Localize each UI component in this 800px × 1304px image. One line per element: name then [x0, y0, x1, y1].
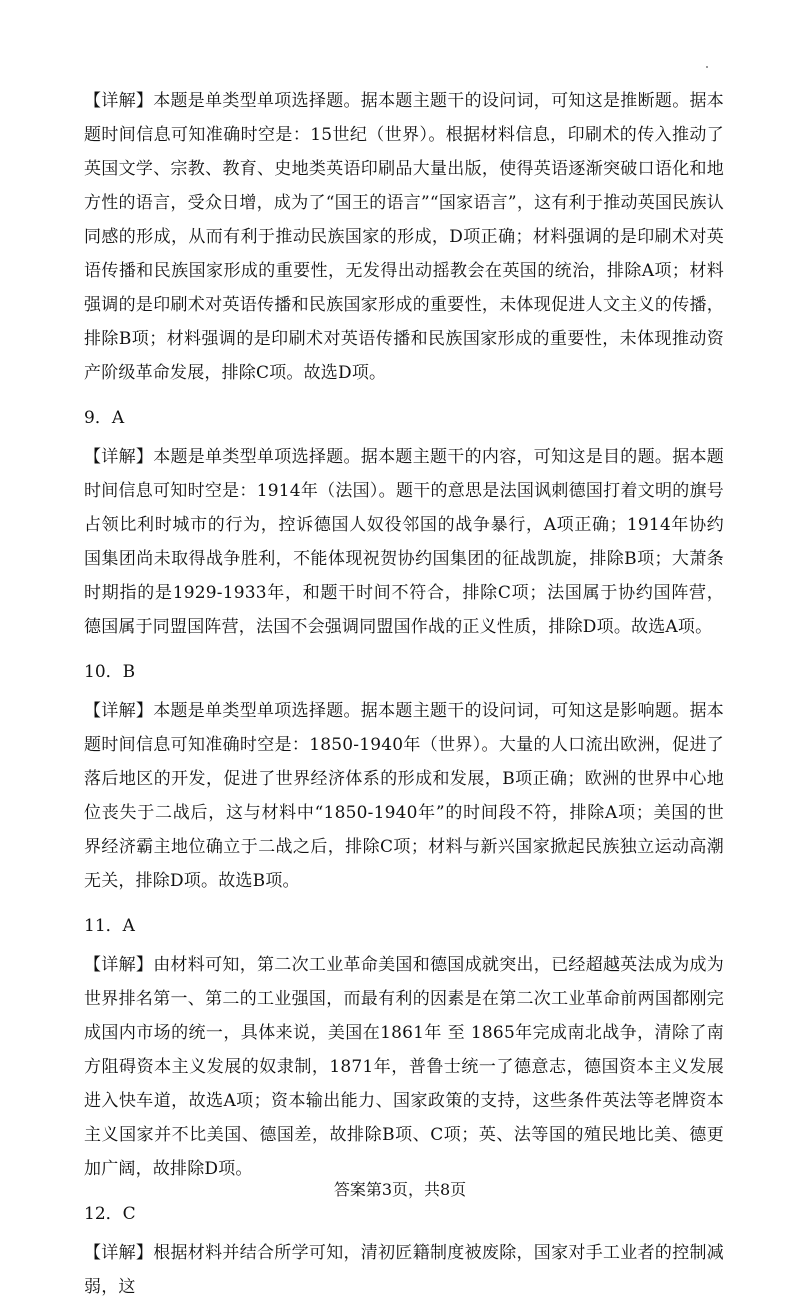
- explanation-q8: 【详解】本题是单类型单项选择题。据本题主题干的设问词，可知这是推断题。据本题时间信息可知准确时空是：15世纪（世界）。根据材料信息，印刷术的传入推动了英国文学、宗教、教育、史地类英语印刷品大量出版，使得英语逐渐突破口语化和地方性的语言，受众日增，成为了“国王的语言”“国家语言”，这有利于推动英国民族认同感的形成，从而有利于推动民族国家的形成，D项正确；材料强调的是印刷术对英语传播和民族国家形成的重要性，无发得出动摇教会在英国的统治，排除A项；材料强调的是印刷术对英语传播和民族国家形成的重要性，未体现促进人文主义的传播，排除B项；材料强调的是印刷术对英语传播和民族国家形成的重要性，未体现推动资产阶级革命发展，排除C项。故选D项。: [84, 91, 724, 383]
- scan-speck: [706, 66, 708, 68]
- explanation-q10: 【详解】本题是单类型单项选择题。据本题主题干的设问词，可知这是影响题。据本题时间信息可知准确时空是：1850-1940年（世界）。大量的人口流出欧洲，促进了落后地区的开发，促进了世界经济体系的形成和发展，B项正确；欧洲的世界中心地位丧失于二战后，这与材料中“1850-1940年”的时间段不符，排除A项；美国的世界经济霸主地位确立于二战之后，排除C项；材料与新兴国家掀起民族独立运动高潮无关，排除D项。故选B项。: [84, 701, 724, 891]
- answer-explanations: [84, 84, 724, 1304]
- answer-q9: 9．A: [84, 408, 125, 428]
- page-footer: 答案第3页，共8页: [333, 1180, 467, 1199]
- answer-q11: 11．A: [84, 916, 135, 936]
- explanation-q11: 【详解】由材料可知，第二次工业革命美国和德国成就突出，已经超越英法成为成为世界排名第一、第二的工业强国，而最有利的因素是在第二次工业革命前两国都刚完成国内市场的统一，具体来说，美国在1861年 至 1865年完成南北战争，清除了南方阻碍资本主义发展的奴隶制，1871年，普鲁士统一了德意志，德国资本主义发展进入快车道，故选A项；资本输出能力、国家政策的支持，这些条件英法等老牌资本主义国家并不比美国、德国差，故排除B项、C项；英、法等国的殖民地比美、德更加广阔，故排除D项。: [84, 955, 724, 1179]
- explanation-q12: 【详解】根据材料并结合所学可知，清初匠籍制度被废除，国家对手工业者的控制减弱，这: [84, 1243, 724, 1297]
- answer-q12: 12．C: [84, 1204, 136, 1224]
- answer-q10: 10．B: [84, 662, 136, 682]
- explanation-q9: 【详解】本题是单类型单项选择题。据本题主题干的内容，可知这是目的题。据本题时间信息可知时空是：1914年（法国）。题干的意思是法国讽刺德国打着文明的旗号占领比利时城市的行为，控诉德国人奴役邻国的战争暴行，A项正确；1914年协约国集团尚未取得战争胜利，不能体现祝贺协约国集团的征战凯旋，排除B项；大萧条时期指的是1929-1933年，和题干时间不符合，排除C项；法国属于协约国阵营，德国属于同盟国阵营，法国不会强调同盟国作战的正义性质，排除D项。故选A项。: [84, 447, 724, 637]
